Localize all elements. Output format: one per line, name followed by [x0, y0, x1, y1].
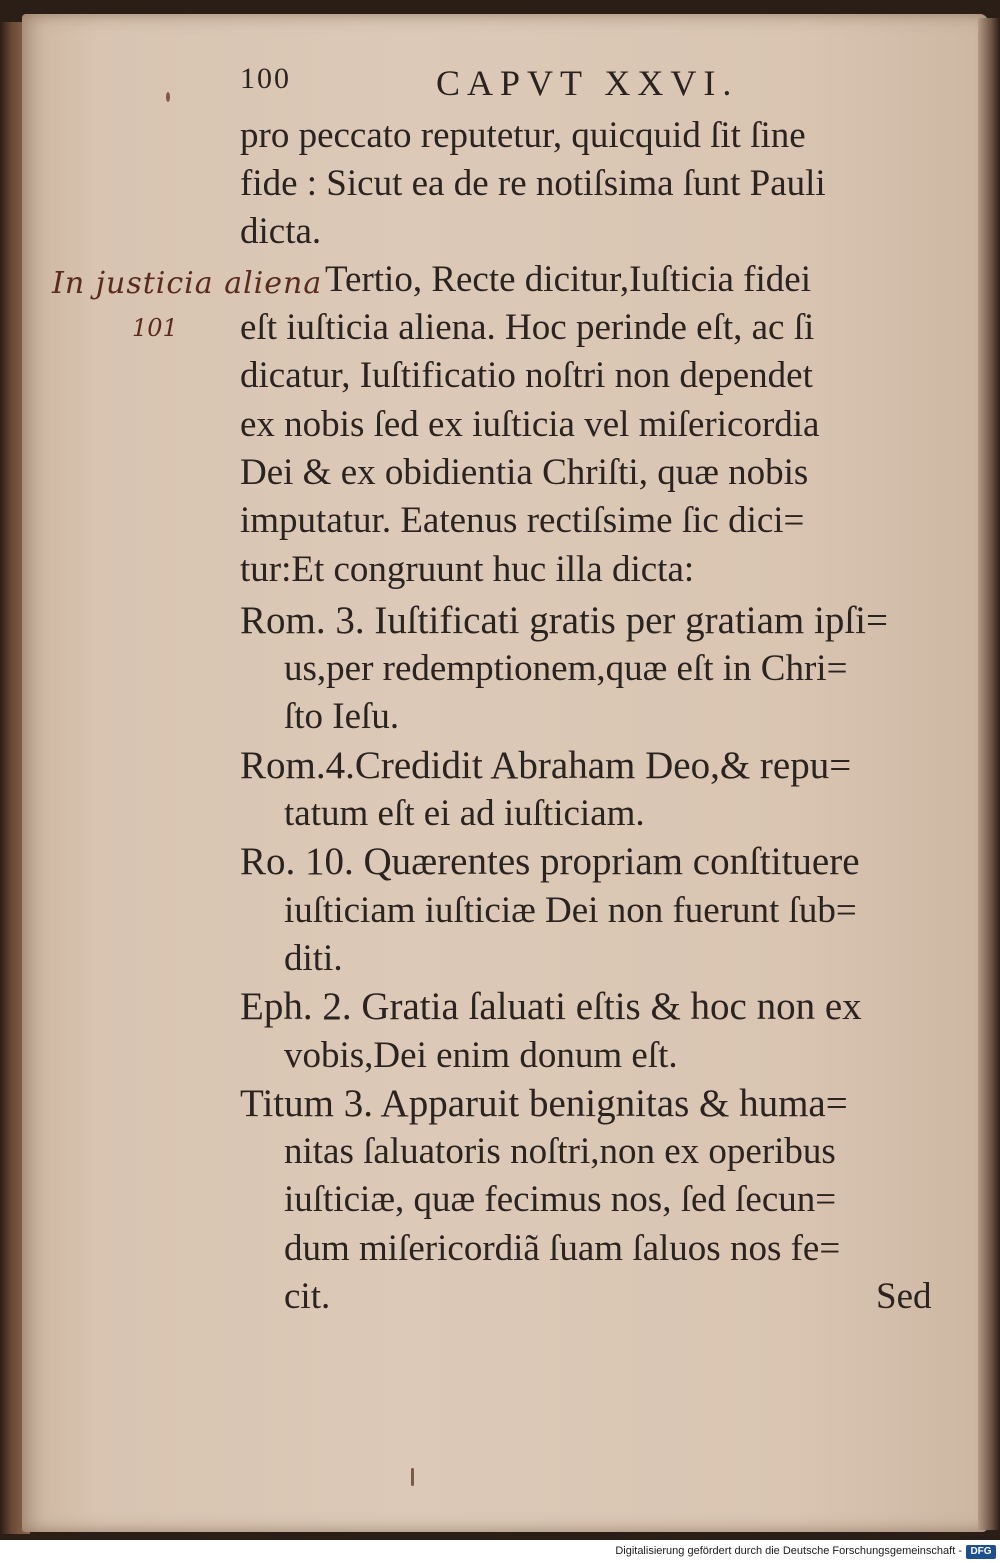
- ink-speck: [411, 1468, 414, 1486]
- scripture-citation: Eph. 2. Gratia ſaluati eſtis & hoc non ex: [240, 985, 862, 1028]
- text-line: cit.: [284, 1276, 331, 1317]
- catchword: Sed: [876, 1276, 932, 1317]
- text-line: imputatur. Eatenus rectiſsime ſic dici=: [240, 500, 805, 541]
- chapter-title: CAPVT XXVI.: [436, 63, 739, 103]
- text-line: Dei & ex obidientia Chriſti, quæ nobis: [240, 452, 809, 493]
- text-line: tur:Et congruunt huc illa dicta:: [240, 549, 695, 590]
- text-line: dum miſericordiã ſuam ſaluos nos fe=: [284, 1228, 841, 1269]
- page-number: 100: [240, 62, 291, 95]
- text-line: ex nobis ſed ex iuſticia vel miſericordia: [240, 404, 820, 445]
- scripture-citation: Rom. 3. Iuſtificati gratis per gratiam ipſi=: [240, 599, 889, 642]
- text-line: tatum eſt ei ad iuſticiam.: [284, 793, 645, 834]
- funding-credit: Digitalisierung gefördert durch die Deutsche Forschungsgemeinschaft -: [615, 1545, 962, 1557]
- text-line: dicta.: [240, 211, 322, 252]
- text-line: Tertio, Recte dicitur,Iuſticia fidei: [325, 259, 811, 300]
- ink-speck: [166, 92, 170, 102]
- dfg-logo[interactable]: DFG: [966, 1545, 996, 1559]
- text-line: pro peccato reputetur, quicquid ſit ſine: [240, 115, 806, 156]
- text-line: iuſticiæ, quæ fecimus nos, ſed ſecun=: [284, 1179, 837, 1220]
- marginal-note: In justicia aliena: [52, 266, 323, 301]
- running-header: [240, 62, 940, 106]
- scripture-citation: Rom.4.Credidit Abraham Deo,& repu=: [240, 744, 852, 787]
- text-line: dicatur, Iuſtificatio noſtri non dependet: [240, 355, 813, 396]
- scripture-citation: Ro. 10. Quærentes propriam conſtituere: [240, 840, 860, 883]
- page-edge: [978, 18, 1000, 1530]
- text-line: ſto Ieſu.: [284, 696, 400, 737]
- text-line: diti.: [284, 938, 343, 979]
- text-line: iuſticiam iuſticiæ Dei non fuerunt ſub=: [284, 890, 857, 931]
- text-line: us,per redemptionem,quæ eſt in Chri=: [284, 648, 848, 689]
- text-line: vobis,Dei enim donum eſt.: [284, 1035, 678, 1076]
- text-line: eſt iuſticia aliena. Hoc perinde eſt, ac ſi: [240, 307, 815, 348]
- marginal-number: 101: [132, 314, 178, 342]
- text-line: fide : Sicut ea de re notiſsima ſunt Pauli: [240, 163, 826, 204]
- scripture-citation: Titum 3. Apparuit benignitas & huma=: [240, 1082, 848, 1125]
- text-line: nitas ſaluatoris noſtri,non ex operibus: [284, 1131, 836, 1172]
